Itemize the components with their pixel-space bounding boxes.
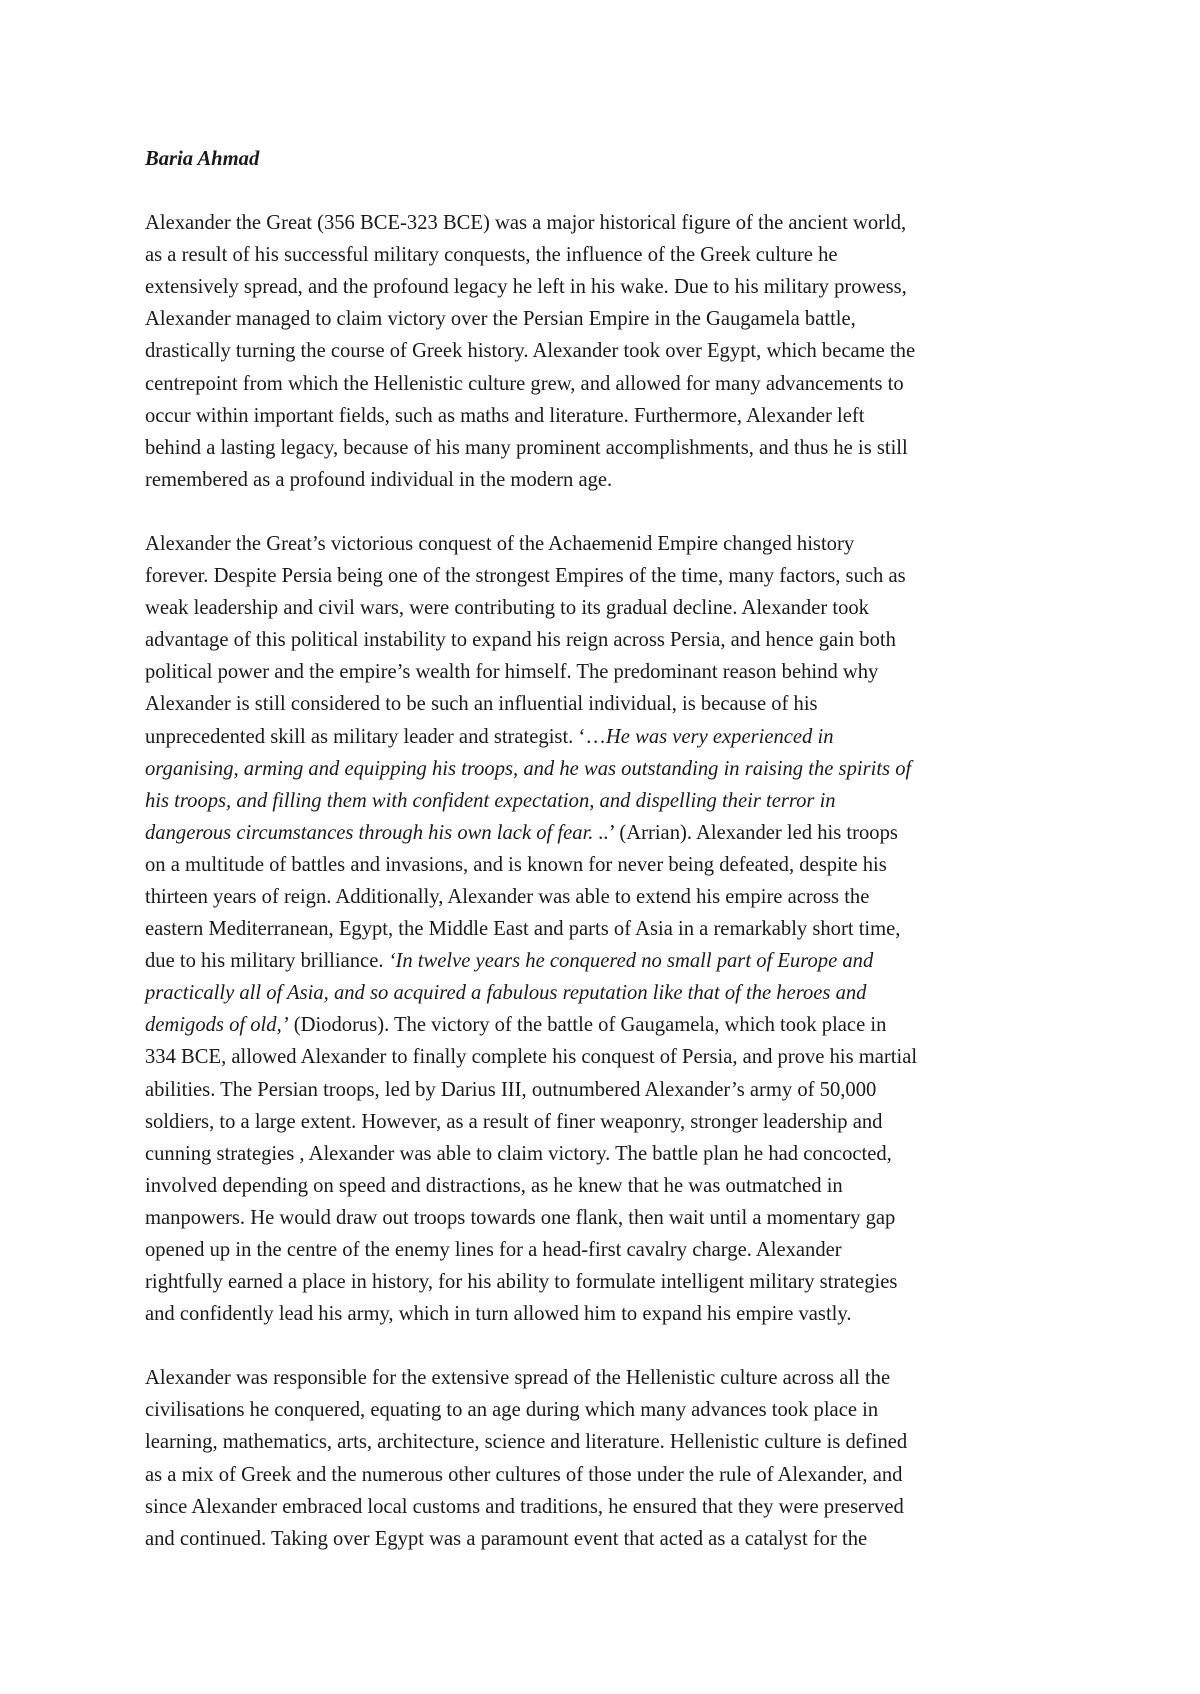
body-text: thirteen years of reign. Additionally, Alexander was able to extend his empire across the [145, 885, 870, 908]
body-text: unprecedented skill as military leader and strategist. ‘… [145, 725, 606, 748]
text-line [145, 785, 1075, 817]
body-text: since Alexander embraced local customs and traditions, he ensured that they were preserved [145, 1495, 904, 1518]
body-text: advantage of this political instability to expand his reign across Persia, and hence gain both [145, 629, 896, 652]
text-line [145, 432, 1075, 464]
body-text: and continued. Taking over Egypt was a paramount event that acted as a catalyst for the [145, 1527, 868, 1550]
text-line [145, 945, 1075, 977]
text-line [145, 1234, 1075, 1266]
body-text: on a multitude of battles and invasions, and is known for never being defeated, despite his [145, 853, 887, 876]
quote-text: organising, arming and equipping his troops, and he was outstanding in raising the spirits of [145, 757, 912, 780]
document-body [145, 143, 1075, 1555]
body-text: eastern Mediterranean, Egypt, the Middle East and parts of Asia in a remarkably short time, [145, 918, 901, 941]
body-text: behind a lasting legacy, because of his many prominent accomplishments, and thus he is still [145, 436, 908, 459]
body-text: Alexander was responsible for the extensive spread of the Hellenistic culture across all the [145, 1367, 891, 1390]
text-line [145, 1106, 1075, 1138]
body-text: due to his military brilliance. [145, 950, 389, 973]
text-line [145, 1074, 1075, 1106]
text-line [145, 1362, 1075, 1394]
text-line [145, 560, 1075, 592]
text-line [145, 881, 1075, 913]
text-line [145, 1202, 1075, 1234]
body-text: Alexander the Great (356 BCE-323 BCE) was a major historical figure of the ancient world, [145, 212, 907, 235]
text-line [145, 656, 1075, 688]
text-line [145, 1138, 1075, 1170]
body-paragraph [145, 1362, 1075, 1555]
body-text: Alexander is still considered to be such an influential individual, is because of his [145, 693, 818, 716]
text-line [145, 624, 1075, 656]
body-text: political power and the empire’s wealth for himself. The predominant reason behind why [145, 661, 879, 684]
text-line [145, 592, 1075, 624]
text-line [145, 1298, 1075, 1330]
body-text: weak leadership and civil wars, were contributing to its gradual decline. Alexander took [145, 597, 869, 620]
text-line [145, 1394, 1075, 1426]
body-text: (Diodorus). The victory of the battle of Gaugamela, which took place in [288, 1014, 887, 1037]
text-line [145, 1491, 1075, 1523]
text-line [145, 335, 1075, 367]
body-text: 334 BCE, allowed Alexander to finally complete his conquest of Persia, and prove his martial [145, 1046, 918, 1069]
text-line [145, 1426, 1075, 1458]
body-text: cunning strategies , Alexander was able to claim victory. The battle plan he had concocted, [145, 1142, 892, 1165]
text-line [145, 817, 1075, 849]
text-line [145, 368, 1075, 400]
text-line [145, 913, 1075, 945]
body-text: drastically turning the course of Greek history. Alexander took over Egypt, which became the [145, 340, 916, 363]
body-text: occur within important fields, such as maths and literature. Furthermore, Alexander left [145, 404, 865, 427]
body-text: Alexander managed to claim victory over the Persian Empire in the Gaugamela battle, [145, 308, 856, 331]
text-line [145, 1170, 1075, 1202]
body-text: centrepoint from which the Hellenistic culture grew, and allowed for many advancements to [145, 372, 904, 395]
text-line [145, 721, 1075, 753]
body-text: as a mix of Greek and the numerous other cultures of those under the rule of Alexander, and [145, 1463, 903, 1486]
body-text: Alexander the Great’s victorious conquest of the Achaemenid Empire changed history [145, 532, 855, 555]
quote-text: He was very experienced in [605, 725, 834, 748]
body-text: remembered as a profound individual in the modern age. [145, 468, 613, 491]
body-paragraph [145, 207, 1075, 496]
text-line [145, 303, 1075, 335]
body-text: manpowers. He would draw out troops towards one flank, then wait until a momentary gap [145, 1206, 896, 1229]
text-line [145, 849, 1075, 881]
text-line [145, 271, 1075, 303]
text-line [145, 528, 1075, 560]
text-line [145, 400, 1075, 432]
text-line [145, 688, 1075, 720]
body-text: ’ (Arrian). Alexander led his troops [608, 821, 898, 844]
text-line [145, 753, 1075, 785]
body-paragraph [145, 528, 1075, 1330]
body-text: opened up in the centre of the enemy lines for a head-first cavalry charge. Alexander [145, 1239, 842, 1261]
body-text: and confidently lead his army, which in turn allowed him to expand his empire vastly. [145, 1303, 852, 1326]
text-line [145, 1523, 1075, 1555]
text-line [145, 977, 1075, 1009]
body-text: learning, mathematics, arts, architecture, science and literature. Hellenistic culture is defined [145, 1431, 908, 1454]
quote-text: his troops, and filling them with confident expectation, and dispelling their terror in [145, 789, 836, 812]
text-line [145, 1041, 1075, 1073]
quote-text: dangerous circumstances through his own lack of fear. .. [145, 821, 609, 844]
author-name: Baria Ahmad [145, 148, 260, 170]
text-line [145, 239, 1075, 271]
text-line [145, 1459, 1075, 1491]
text-line [145, 207, 1075, 239]
body-text: forever. Despite Persia being one of the strongest Empires of the time, many factors, such as [145, 565, 906, 588]
quote-text: ‘In twelve years he conquered no small part of Europe and [388, 950, 874, 973]
text-line [145, 464, 1075, 496]
body-text: extensively spread, and the profound legacy he left in his wake. Due to his military prowess, [145, 276, 907, 299]
body-text: involved depending on speed and distractions, as he knew that he was outmatched in [145, 1174, 843, 1197]
text-line [145, 1266, 1075, 1298]
body-text: abilities. The Persian troops, led by Darius III, outnumbered Alexander’s army of 50,000 [145, 1078, 877, 1101]
body-text: soldiers, to a large extent. However, as a result of finer weaponry, stronger leadership and [145, 1110, 883, 1133]
quote-text: practically all of Asia, and so acquired a fabulous reputation like that of the heroes and [145, 982, 867, 1005]
text-line [145, 1009, 1075, 1041]
quote-text: demigods of old,’ [145, 1014, 289, 1037]
body-text: rightfully earned a place in history, for his ability to formulate intelligent military strategies [145, 1271, 898, 1294]
body-text: civilisations he conquered, equating to an age during which many advances took place in [145, 1399, 879, 1422]
body-text: as a result of his successful military conquests, the influence of the Greek culture he [145, 244, 838, 267]
